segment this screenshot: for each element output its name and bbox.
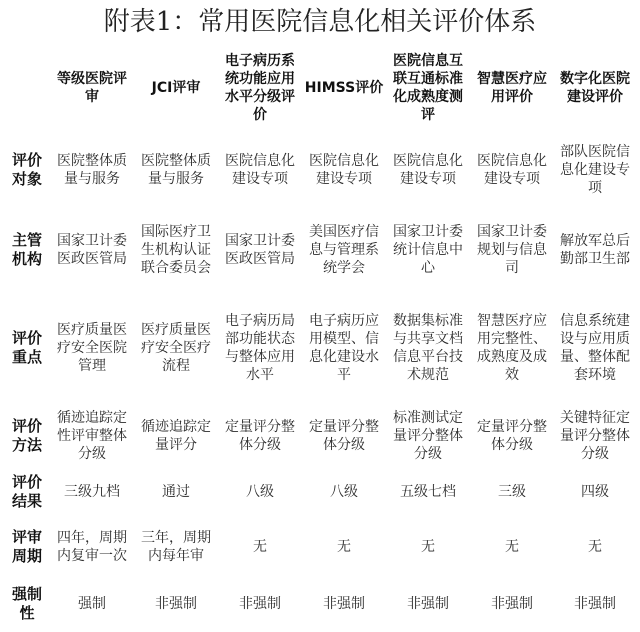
table-cell: 四级 bbox=[581, 484, 609, 500]
table-cell: 医院信息化建设专项 bbox=[309, 153, 379, 187]
table-cell: 电子病历应用模型、信息化建设水平 bbox=[309, 313, 379, 383]
table-cell: 信息系统建设与应用质量、整体配套环境 bbox=[560, 313, 630, 383]
evaluation-table bbox=[4, 42, 636, 628]
table-cell: 三级九档 bbox=[64, 484, 120, 500]
table-cell: 无 bbox=[421, 539, 435, 555]
table-cell: 数据集标准与共享文档信息平台技术规范 bbox=[393, 313, 463, 383]
table-cell: 美国医疗信息与管理系统学会 bbox=[309, 224, 379, 276]
table-row bbox=[4, 580, 636, 628]
table-cell: 定量评分整体分级 bbox=[477, 419, 547, 453]
table-row bbox=[4, 402, 636, 470]
table-cell: 无 bbox=[253, 539, 267, 555]
table-cell: 智慧医疗应用完整性、成熟度及成效 bbox=[477, 313, 547, 383]
row-header: 评价方法 bbox=[11, 417, 42, 454]
table-cell: 三年，周期内每年审 bbox=[141, 530, 211, 564]
table-cell: 定量评分整体分级 bbox=[225, 419, 295, 453]
table-cell: 三级 bbox=[498, 484, 526, 500]
column-header: JCI评审 bbox=[151, 80, 201, 96]
table-cell: 标准测试定量评分整体分级 bbox=[393, 410, 463, 462]
table-cell: 非强制 bbox=[155, 596, 197, 612]
table-cell: 八级 bbox=[330, 484, 358, 500]
table-cell: 医院整体质量与服务 bbox=[57, 153, 127, 187]
table-cell: 定量评分整体分级 bbox=[309, 419, 379, 453]
table-cell: 国家卫计委统计信息中心 bbox=[393, 224, 463, 276]
table-title: 附表1：常用医院信息化相关评价体系 bbox=[103, 7, 537, 37]
table-cell: 关键特征定量评分整体分级 bbox=[560, 410, 630, 462]
table-cell: 电子病历局部功能状态与整体应用水平 bbox=[225, 313, 295, 383]
table-cell: 医院信息化建设专项 bbox=[393, 153, 463, 187]
table-cell: 循迹追踪定量评分 bbox=[141, 419, 211, 453]
table-cell: 医院信息化建设专项 bbox=[225, 153, 295, 187]
table-cell: 非强制 bbox=[323, 596, 365, 612]
table-cell: 医疗质量医疗安全医疗流程 bbox=[141, 322, 211, 374]
table-cell: 国际医疗卫生机构认证联合委员会 bbox=[141, 224, 211, 276]
column-header: HIMSS评价 bbox=[304, 80, 384, 96]
column-header: 电子病历系统功能应用水平分级评价 bbox=[225, 53, 295, 123]
column-header: 医院信息互联互通标准化成熟度测评 bbox=[393, 53, 463, 123]
table-row bbox=[4, 134, 636, 206]
table-cell: 解放军总后勤部卫生部 bbox=[560, 233, 630, 267]
table-cell: 医院整体质量与服务 bbox=[141, 153, 211, 187]
table-cell: 无 bbox=[588, 539, 602, 555]
column-header: 等级医院评审 bbox=[57, 71, 127, 105]
header-row bbox=[4, 42, 636, 134]
table-cell: 医院信息化建设专项 bbox=[477, 153, 547, 187]
table-cell: 无 bbox=[337, 539, 351, 555]
table-cell: 通过 bbox=[162, 484, 190, 500]
column-header: 智慧医疗应用评价 bbox=[477, 71, 547, 105]
table-cell: 国家卫计委医政医管局 bbox=[57, 233, 127, 267]
row-header: 主管机构 bbox=[11, 231, 42, 268]
table-cell: 循迹追踪定性评审整体分级 bbox=[57, 410, 127, 462]
row-header: 强制性 bbox=[11, 585, 42, 622]
table-cell: 国家卫计委规划与信息司 bbox=[477, 224, 547, 276]
table-cell: 非强制 bbox=[239, 596, 281, 612]
table-row bbox=[4, 206, 636, 294]
row-header: 评价结果 bbox=[11, 473, 42, 510]
table-cell: 非强制 bbox=[491, 596, 533, 612]
corner-cell bbox=[4, 42, 50, 134]
row-header: 评审周期 bbox=[11, 528, 42, 565]
table-cell: 四年，周期内复审一次 bbox=[57, 530, 127, 564]
table-row bbox=[4, 294, 636, 402]
column-header: 数字化医院建设评价 bbox=[560, 71, 630, 105]
table-row bbox=[4, 470, 636, 514]
table-cell: 无 bbox=[505, 539, 519, 555]
table-cell: 医疗质量医疗安全医院管理 bbox=[57, 322, 127, 374]
table-cell: 五级七档 bbox=[400, 484, 456, 500]
table-cell: 强制 bbox=[78, 596, 106, 612]
row-header: 评价对象 bbox=[11, 151, 42, 188]
table-cell: 非强制 bbox=[407, 596, 449, 612]
table-cell: 部队医院信息化建设专项 bbox=[560, 144, 630, 196]
table-cell: 国家卫计委医政医管局 bbox=[225, 233, 295, 267]
table-cell: 八级 bbox=[246, 484, 274, 500]
table-cell: 非强制 bbox=[574, 596, 616, 612]
table-row bbox=[4, 514, 636, 580]
row-header: 评价重点 bbox=[11, 329, 42, 366]
